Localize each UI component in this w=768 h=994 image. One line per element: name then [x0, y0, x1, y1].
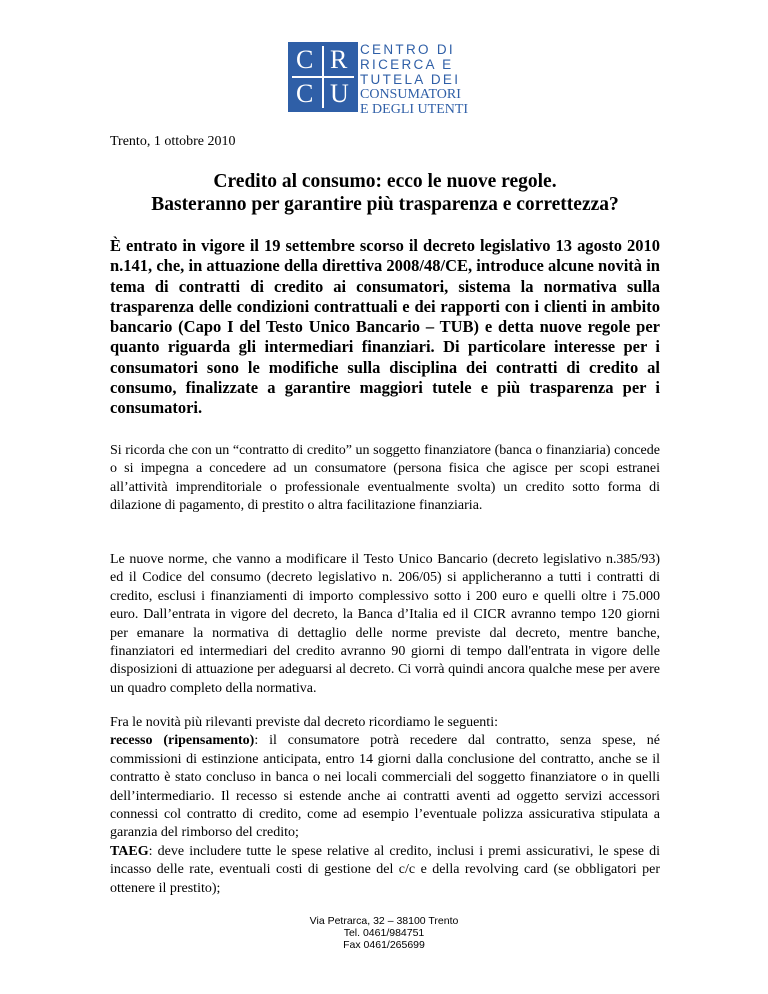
footer-fax: Fax 0461/265699 [343, 939, 425, 951]
logo-mark [288, 42, 358, 112]
logo-line: RICERCA E [360, 57, 454, 72]
logo-letter-r: R [330, 45, 348, 74]
footer-address: Via Petrarca, 32 – 38100 Trento [309, 915, 459, 927]
crcu-logo [288, 42, 498, 117]
paragraph-nuove-norme: Le nuove norme, che vanno a modificare il Testo Unico Bancario (decreto legislativo n.385/93) ed il Codice del consumo (decreto legislativo n. 206/05) si applicheranno a tutti i contratti di credito, esclusi i finanziamenti di importo complessivo sotto i 200 euro e quelli oltre i 75.000 euro. Dall’entrata in vigore del decreto, la Banca d’Italia ed il CICR avranno tempo 120 giorni per emanare la normativa di dettaglio delle norme previste dal decreto, mentre banche, finanziatori ed intermediari del credito avranno 90 giorni di tempo dall'entrata in vigore delle disposizioni di attuazione per adeguarsi al decreto. Ci vorrà quindi ancora qualche mese per avere un quadro completo della normativa. [110, 552, 660, 696]
logo-letter-u: U [330, 79, 349, 108]
logo-wordmark [360, 42, 468, 117]
novita-item-recesso [110, 732, 660, 842]
footer-tel: Tel. 0461/984751 [343, 927, 425, 939]
novita-text: : il consumatore potrà recedere dal contratto, senza spese, né commissioni di estinzione anticipata, entro 14 giorni dalla conclusione del contratto, anche se il contratto è stato concluso in banca o nei locali commerciali del soggetto finanziatore o in quelli dell’intermediario. Il recesso si estende anche ai contratti aventi ad oggetto servizi accessori connessi col contratto di credito, come ad esempio l’eventuale polizza assicurativa stipulata a garanzia del rimborso del credito; [110, 733, 660, 841]
document-title [110, 170, 660, 216]
logo-line: CONSUMATORI [360, 87, 461, 102]
novita-term: TAEG [110, 843, 149, 859]
document-date: Trento, 1 ottobre 2010 [110, 134, 236, 149]
title-line-1: Credito al consumo: ecco le nuove regole. [213, 171, 557, 192]
page-footer [0, 915, 768, 951]
logo-line: CENTRO DI [360, 42, 455, 57]
logo-letter-c1: C [296, 45, 314, 74]
novita-item-taeg [110, 843, 660, 898]
title-line-2: Basteranno per garantire più trasparenza e correttezza? [151, 194, 619, 215]
novita-section [110, 714, 660, 898]
paragraph-contratto-credito: Si ricorda che con un “contratto di credito” un soggetto finanziatore (banca o finanziaria) concede o si impegna a concedere ad un consumatore (persona fisica che agisce per scopi estranei all’attività imprenditoriale o professionale eventualmente svolta) un credito sotto forma di dilazione di pagamento, di prestito o altra facilitazione finanziaria. [110, 443, 660, 514]
logo-letter-c2: C [296, 79, 314, 108]
novita-text: : deve includere tutte le spese relative al credito, inclusi i premi assicurativi, le spese di incasso delle rate, eventuali costi di gestione del c/c e della revolving card (se obbligatori per ottenere il prestito); [110, 843, 660, 896]
novita-term: recesso (ripensamento) [110, 733, 255, 749]
novita-intro: Fra le novità più rilevanti previste dal decreto ricordiamo le seguenti: [110, 715, 498, 730]
logo-line: TUTELA DEI [360, 72, 461, 87]
lead-paragraph: È entrato in vigore il 19 settembre scorso il decreto legislativo 13 agosto 2010 n.141, che, in attuazione della direttiva 2008/48/CE, introduce alcune novità in tema di contratti di credito ai consumatori, sistema la normativa sulla trasparenza delle condizioni contrattuali e dei rapporti con i clienti in ambito bancario (Capo I del Testo Unico Bancario – TUB) e detta nuove regole per quanto riguarda gli intermediari finanziari. Di particolare interesse per i consumatori sono le modifiche sulla disciplina dei contratti di credito al consumo, finalizzate a garantire maggiori tutele e più trasparenza per i consumatori. [110, 236, 660, 418]
logo-line: E DEGLI UTENTI [360, 102, 469, 117]
